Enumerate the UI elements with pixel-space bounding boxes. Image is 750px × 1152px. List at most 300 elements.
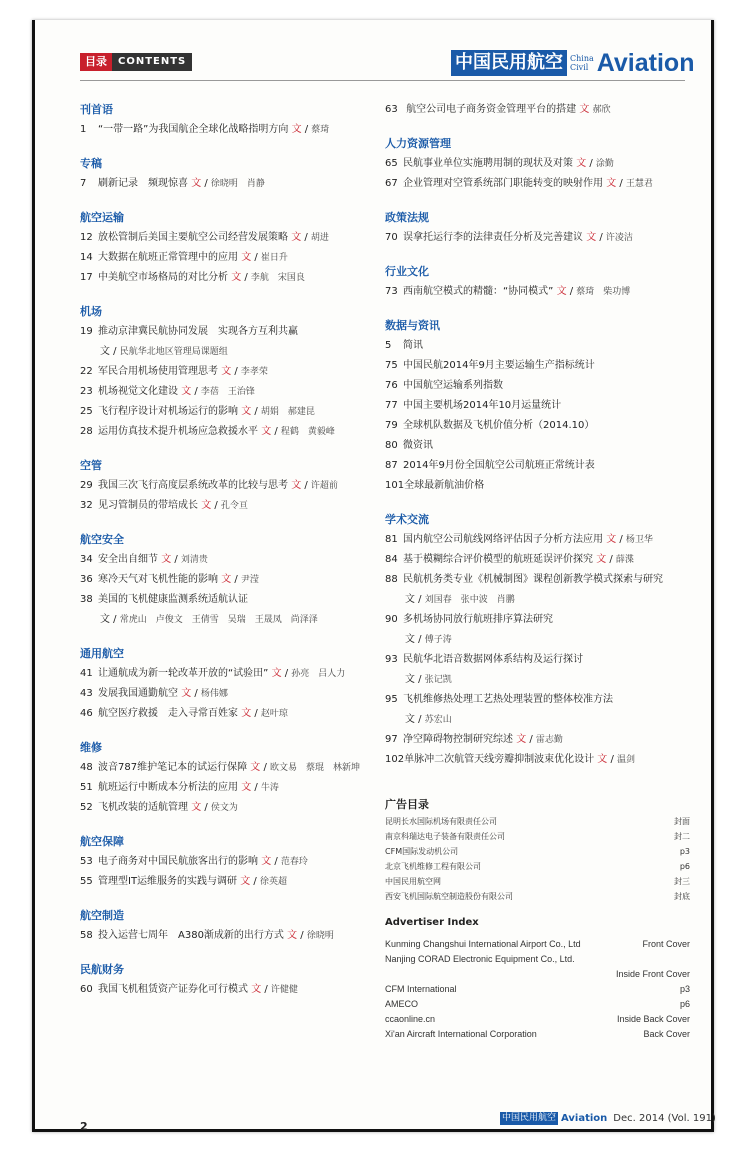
author-marker: 文 bbox=[606, 178, 617, 189]
toc-author: 张记凯 bbox=[424, 675, 452, 685]
advertiser-name: Kunming Changshui International Airport Co., Ltd bbox=[385, 939, 581, 949]
toc-entry[interactable]: 70 误拿托运行李的法律责任分析及完善建议 文 / 许凌洁 bbox=[385, 228, 690, 248]
toc-page-number: 17 bbox=[80, 272, 93, 283]
toc-title: 推动京津冀民航协同发展 实现各方互利共赢 bbox=[98, 326, 298, 337]
toc-entry[interactable]: 14 大数据在航班正常管理中的应用 文 / 崔日升 bbox=[80, 248, 380, 268]
section-title: 机场 bbox=[80, 305, 102, 318]
toc-page-number: 7 bbox=[80, 178, 87, 189]
toc-entry[interactable]: 53 电子商务对中国民航旅客出行的影响 文 / 范春玲 bbox=[80, 852, 380, 872]
section-title: 行业文化 bbox=[385, 265, 429, 278]
toc-author: 牛涛 bbox=[260, 783, 279, 793]
toc-title: 全球最新航油价格 bbox=[404, 480, 485, 491]
ad-index-row bbox=[385, 814, 690, 829]
section-title: 维修 bbox=[80, 741, 102, 754]
toc-author: 李航 宋国良 bbox=[250, 273, 305, 283]
advertiser-name: ccaonline.cn bbox=[385, 1014, 436, 1024]
toc-page-number: 29 bbox=[80, 480, 93, 491]
logo-civil: Civil bbox=[570, 63, 589, 72]
advertiser-name: AMECO bbox=[385, 999, 419, 1009]
footer-logo-cn: 中国民用航空 bbox=[502, 1113, 557, 1123]
toc-page-number: 32 bbox=[80, 500, 93, 511]
toc-title: “一带一路”为我国航企全球化战略指明方向 bbox=[98, 124, 289, 135]
toc-title: 企业管理对空管系统部门职能转变的映射作用 bbox=[403, 178, 603, 189]
toc-section bbox=[385, 510, 690, 784]
toc-entry[interactable] bbox=[385, 650, 690, 670]
toc-author: 涂勤 bbox=[595, 159, 614, 169]
ad-position: Inside Front Cover bbox=[615, 969, 690, 979]
author-marker: 文 bbox=[181, 386, 192, 397]
toc-author-line: 文 / 常虎山 卢俊文 王倩雪 吴瑞 王晟凤 尚泽泽 bbox=[100, 614, 318, 625]
advertiser-index-row bbox=[385, 937, 690, 952]
toc-page-number: 34 bbox=[80, 554, 93, 565]
toc-title: 净空障碍物控制研究综述 bbox=[403, 734, 513, 745]
author-marker: 文 bbox=[181, 688, 192, 699]
author-marker: 文 bbox=[191, 802, 202, 813]
logo-cn: 中国民用航空 bbox=[451, 50, 567, 76]
toc-title: 简讯 bbox=[403, 340, 423, 351]
toc-author: 孙亮 吕人力 bbox=[291, 669, 346, 679]
section-gap bbox=[385, 496, 690, 510]
footer-issue: Dec. 2014 (Vol. 191) bbox=[613, 1113, 716, 1124]
section-gap bbox=[80, 516, 380, 530]
toc-left-column bbox=[80, 100, 380, 1014]
author-marker: 文 bbox=[161, 554, 172, 565]
toc-author: 许凌洁 bbox=[605, 233, 633, 243]
author-marker: 文 bbox=[261, 856, 272, 867]
toc-author: 尹滢 bbox=[240, 575, 259, 585]
toc-title: 民航事业单位实施聘用制的现状及对策 bbox=[403, 158, 573, 169]
toc-entry[interactable]: 67 企业管理对空管系统部门职能转变的映射作用 文 / 王慧君 bbox=[385, 174, 690, 194]
ad-index-row bbox=[385, 874, 690, 889]
toc-author: 杨卫华 bbox=[625, 535, 653, 545]
toc-author: 常虎山 卢俊文 王倩雪 吴瑞 王晟凤 尚泽泽 bbox=[119, 615, 318, 625]
toc-entry[interactable]: 7 刷新记录 频现惊喜 文 / 徐晓明 肖静 bbox=[80, 174, 380, 194]
toc-section bbox=[80, 154, 380, 208]
toc-title: 微资讯 bbox=[403, 440, 433, 451]
toc-author: 徐英超 bbox=[259, 877, 287, 887]
toc-section bbox=[80, 208, 380, 302]
toc-entry[interactable]: 41 让通航成为新一轮改革开放的“试验田” 文 / 孙亮 吕人力 bbox=[80, 664, 380, 684]
toc-page-number: 97 bbox=[385, 734, 398, 745]
toc-author: 侯文为 bbox=[210, 803, 238, 813]
advertiser-index-title: Advertiser Index bbox=[385, 917, 479, 928]
toc-entry[interactable]: 58 投入运营七周年 A380渐成新的出行方式 文 / 徐晓明 bbox=[80, 926, 380, 946]
toc-page-number: 53 bbox=[80, 856, 93, 867]
section-title: 航空运输 bbox=[80, 211, 124, 224]
toc-entry[interactable] bbox=[385, 100, 690, 120]
ad-position: p6 bbox=[679, 999, 690, 1009]
toc-section bbox=[80, 100, 380, 154]
toc-title: 中国航空运输系列指数 bbox=[403, 380, 503, 391]
toc-page-number: 76 bbox=[385, 380, 398, 391]
section-gap bbox=[80, 946, 380, 960]
advertiser-name: 中国民用航空网 bbox=[385, 877, 441, 886]
toc-entry[interactable]: 1 “一带一路”为我国航企全球化战略指明方向 文 / 蔡琦 bbox=[80, 120, 380, 140]
toc-entry[interactable] bbox=[385, 336, 690, 356]
advertiser-index-row bbox=[385, 1012, 690, 1027]
section-title: 数据与资讯 bbox=[385, 319, 440, 332]
toc-entry[interactable] bbox=[385, 456, 690, 476]
logo-small-text bbox=[570, 54, 594, 72]
toc-page-number: 43 bbox=[80, 688, 93, 699]
toc-page-number: 36 bbox=[80, 574, 93, 585]
section-gap bbox=[80, 194, 380, 208]
toc-section bbox=[385, 208, 690, 262]
toc-entry[interactable]: 17 中美航空市场格局的对比分析 文 / 李航 宋国良 bbox=[80, 268, 380, 288]
toc-entry[interactable]: 52 飞机改装的适航管理 文 / 侯文为 bbox=[80, 798, 380, 818]
ad-position: 封底 bbox=[674, 892, 690, 901]
toc-author: 刘清贵 bbox=[180, 555, 208, 565]
logo-china: China bbox=[570, 54, 594, 63]
author-marker: 文 bbox=[597, 754, 608, 765]
advertiser-name: 昆明长水国际机场有限责任公司 bbox=[385, 817, 497, 826]
toc-title: 单脉冲二次航管天线旁瓣抑制波束优化设计 bbox=[404, 754, 595, 765]
toc-author: 许超前 bbox=[310, 481, 338, 491]
toc-entry[interactable] bbox=[80, 322, 380, 342]
toc-title: 民航机务类专业《机械制图》课程创新教学模式探索与研究 bbox=[403, 574, 663, 585]
toc-title: 放松管制后美国主要航空公司经营发展策略 bbox=[98, 232, 288, 243]
ad-position: Back Cover bbox=[643, 1029, 690, 1039]
toc-entry[interactable] bbox=[385, 570, 690, 590]
author-marker: 文 bbox=[586, 232, 597, 243]
toc-entry[interactable]: 48 波音787维护笔记本的试运行保障 文 / 欧文易 蔡琨 林新坤 bbox=[80, 758, 380, 778]
toc-title: 西南航空模式的精髓：“协同模式” bbox=[403, 286, 554, 297]
toc-title: 寒冷天气对飞机性能的影响 bbox=[98, 574, 218, 585]
author-marker: 文 bbox=[250, 762, 261, 773]
toc-author: 范春玲 bbox=[280, 857, 308, 867]
toc-title: 管理型IT运维服务的实践与调研 bbox=[98, 876, 238, 887]
toc-title: 飞机维修热处理工艺热处理装置的整体校准方法 bbox=[403, 694, 613, 705]
toc-title: 波音787维护笔记本的试运行保障 bbox=[98, 762, 248, 773]
toc-section bbox=[385, 134, 690, 208]
toc-author-line: 文 / 张记凯 bbox=[405, 674, 452, 685]
toc-entry[interactable]: 73 西南航空模式的精髓：“协同模式” 文 / 蔡琦 柴功博 bbox=[385, 282, 690, 302]
toc-section bbox=[80, 644, 380, 738]
toc-title: 国内航空公司航线网络评估因子分析方法应用 bbox=[403, 534, 603, 545]
ad-index-title: 广告目录 bbox=[385, 798, 429, 811]
toc-title: 运用仿真技术提升机场应急救援水平 bbox=[98, 426, 258, 437]
contents-tag bbox=[80, 53, 192, 71]
author-marker: 文 bbox=[221, 574, 232, 585]
toc-page-number: 1 bbox=[80, 124, 87, 135]
toc-page-number: 93 bbox=[385, 654, 398, 665]
toc-author: 王慧君 bbox=[625, 179, 653, 189]
ad-index-list bbox=[385, 814, 690, 904]
toc-title: 飞机改装的适航管理 bbox=[98, 802, 188, 813]
toc-entry[interactable]: 25 飞行程序设计对机场运行的影响 文 / 胡娟 郝建昆 bbox=[80, 402, 380, 422]
toc-entry[interactable]: 43 发展我国通勤航空 文 / 杨伟娜 bbox=[80, 684, 380, 704]
toc-entry[interactable] bbox=[385, 610, 690, 630]
toc-title: 投入运营七周年 A380渐成新的出行方式 bbox=[98, 930, 284, 941]
toc-page-number: 95 bbox=[385, 694, 398, 705]
toc-author-line: 文 / 刘国春 张中波 肖鹏 bbox=[405, 594, 515, 605]
toc-entry[interactable]: 46 航空医疗救援 走入寻常百姓家 文 / 赵叶琼 bbox=[80, 704, 380, 724]
section-gap bbox=[80, 818, 380, 832]
toc-title: 电子商务对中国民航旅客出行的影响 bbox=[98, 856, 258, 867]
toc-section bbox=[80, 738, 380, 832]
toc-title: 飞行程序设计对机场运行的影响 bbox=[98, 406, 238, 417]
advertiser-index-list bbox=[385, 937, 690, 1042]
section-gap bbox=[385, 248, 690, 262]
section-title: 学术交流 bbox=[385, 513, 429, 526]
toc-author-line: 文 / 民航华北地区管理局课题组 bbox=[100, 346, 228, 357]
ad-position: 封面 bbox=[674, 817, 690, 826]
toc-page-number: 58 bbox=[80, 930, 93, 941]
toc-author: 民航华北地区管理局课题组 bbox=[119, 347, 228, 357]
toc-author: 李蓓 王治锋 bbox=[200, 387, 255, 397]
author-marker: 文 bbox=[240, 876, 251, 887]
toc-author: 胡进 bbox=[310, 233, 329, 243]
toc-entry[interactable]: 36 寒冷天气对飞机性能的影响 文 / 尹滢 bbox=[80, 570, 380, 590]
author-marker: 文 bbox=[405, 674, 415, 685]
page-edge-right bbox=[711, 20, 714, 1132]
toc-section bbox=[80, 530, 380, 644]
author-marker: 文 bbox=[261, 426, 272, 437]
toc-title: 中美航空市场格局的对比分析 bbox=[98, 272, 228, 283]
toc-author: 苏宏山 bbox=[424, 715, 452, 725]
toc-entry[interactable]: 60 我国飞机租赁资产证券化可行模式 文 / 许健健 bbox=[80, 980, 380, 1000]
toc-title: 刷新记录 频现惊喜 bbox=[98, 178, 188, 189]
toc-author: 杨伟娜 bbox=[200, 689, 228, 699]
toc-title: 机场视觉文化建设 bbox=[98, 386, 178, 397]
toc-entry[interactable] bbox=[385, 690, 690, 710]
toc-title: 全球机队数据及飞机价值分析（2014.10） bbox=[403, 420, 595, 431]
toc-title: 让通航成为新一轮改革开放的“试验田” bbox=[98, 668, 269, 679]
toc-page-number: 73 bbox=[385, 286, 398, 297]
toc-page-number: 19 bbox=[80, 326, 93, 337]
toc-page-number: 51 bbox=[80, 782, 93, 793]
toc-title: 美国的飞机健康监测系统适航认证 bbox=[98, 594, 248, 605]
toc-author: 刘国春 张中波 肖鹏 bbox=[424, 595, 515, 605]
author-marker: 文 bbox=[191, 178, 202, 189]
toc-entry[interactable] bbox=[385, 356, 690, 376]
toc-author: 温剑 bbox=[617, 755, 636, 765]
advertiser-name: 北京飞机维修工程有限公司 bbox=[385, 862, 481, 871]
toc-entry[interactable] bbox=[385, 436, 690, 456]
toc-title: 我国飞机租赁资产证券化可行模式 bbox=[98, 984, 248, 995]
toc-entry[interactable]: 55 管理型IT运维服务的实践与调研 文 / 徐英超 bbox=[80, 872, 380, 892]
toc-title: 基于模糊综合评价模型的航班延误评价探究 bbox=[403, 554, 593, 565]
toc-title: 中国民航2014年9月主要运输生产指标统计 bbox=[403, 360, 595, 371]
contents-label-cn: 目录 bbox=[80, 53, 112, 71]
advertiser-index-row bbox=[385, 1027, 690, 1042]
toc-entry[interactable] bbox=[385, 376, 690, 396]
toc-author: 薛渫 bbox=[615, 555, 634, 565]
author-marker: 文 bbox=[405, 634, 415, 645]
toc-entry[interactable]: 65 民航事业单位实施聘用制的现状及对策 文 / 涂勤 bbox=[385, 154, 690, 174]
toc-page-number: 90 bbox=[385, 614, 398, 625]
toc-page-number: 38 bbox=[80, 594, 93, 605]
toc-page-number: 5 bbox=[385, 340, 392, 351]
toc-page-number: 81 bbox=[385, 534, 398, 545]
toc-author: 胡娟 郝建昆 bbox=[260, 407, 315, 417]
section-gap bbox=[80, 288, 380, 302]
toc-entry[interactable]: 23 机场视觉文化建设 文 / 李蓓 王治锋 bbox=[80, 382, 380, 402]
ad-index-row bbox=[385, 859, 690, 874]
advertiser-index-row bbox=[385, 952, 690, 967]
advertiser-name: CFM International bbox=[385, 984, 457, 994]
toc-author: 蔡琦 bbox=[311, 125, 330, 135]
right-sections bbox=[385, 134, 690, 784]
author-marker: 文 bbox=[405, 594, 415, 605]
toc-page-number: 22 bbox=[80, 366, 93, 377]
header-divider bbox=[80, 80, 685, 81]
toc-entry[interactable]: 97 净空障碍物控制研究综述 文 / 雷志勤 bbox=[385, 730, 690, 750]
author-marker: 文 bbox=[287, 930, 298, 941]
advertiser-name: Nanjing CORAD Electronic Equipment Co., Ltd. bbox=[385, 954, 575, 964]
page-edge-bottom bbox=[32, 1129, 714, 1132]
toc-page-number: 77 bbox=[385, 400, 398, 411]
toc-title: 航空医疗救援 走入寻常百姓家 bbox=[98, 708, 238, 719]
ad-position: 封三 bbox=[674, 877, 690, 886]
toc-page-number: 101 bbox=[385, 480, 405, 491]
author-marker: 文 bbox=[241, 782, 252, 793]
toc-page-number: 41 bbox=[80, 668, 93, 679]
ad-position: p3 bbox=[679, 984, 690, 994]
toc-page-number: 14 bbox=[80, 252, 93, 263]
toc-author: 徐晓明 肖静 bbox=[210, 179, 265, 189]
toc-section bbox=[80, 456, 380, 530]
toc-page-number: 70 bbox=[385, 232, 398, 243]
toc-title: 航空公司电子商务资金管理平台的搭建 bbox=[406, 104, 577, 115]
advertiser-name: 南京科瑞达电子装备有限责任公司 bbox=[385, 832, 505, 841]
ad-index-row bbox=[385, 829, 690, 844]
section-gap bbox=[385, 302, 690, 316]
author-marker: 文 bbox=[291, 480, 302, 491]
toc-entry[interactable] bbox=[385, 476, 690, 496]
toc-author: 郝欣 bbox=[592, 105, 611, 115]
toc-title: 发展我国通勤航空 bbox=[98, 688, 178, 699]
toc-title: 大数据在航班正常管理中的应用 bbox=[98, 252, 238, 263]
ad-index-row bbox=[385, 889, 690, 904]
toc-page-number: 12 bbox=[80, 232, 93, 243]
author-marker: 文 bbox=[576, 158, 587, 169]
section-title: 空管 bbox=[80, 459, 102, 472]
ad-index-row bbox=[385, 844, 690, 859]
page-number: 2 bbox=[80, 1120, 88, 1133]
author-marker: 文 bbox=[231, 272, 242, 283]
advertiser-index-row bbox=[385, 997, 690, 1012]
toc-page-number: 48 bbox=[80, 762, 93, 773]
advertiser-name: Xi'an Aircraft International Corporation bbox=[385, 1029, 537, 1039]
toc-page-number: 23 bbox=[80, 386, 93, 397]
toc-title: 中国主要机场2014年10月运量统计 bbox=[403, 400, 562, 411]
toc-author: 蔡琦 柴功博 bbox=[576, 287, 631, 297]
toc-entry[interactable] bbox=[385, 396, 690, 416]
author-marker: 文 bbox=[201, 500, 212, 511]
toc-entry[interactable] bbox=[385, 416, 690, 436]
author-marker: 文 bbox=[100, 346, 110, 357]
toc-author: 许健健 bbox=[270, 985, 298, 995]
toc-title: 见习管制员的带培成长 bbox=[98, 500, 198, 511]
toc-page-number: 102 bbox=[385, 754, 405, 765]
toc-section bbox=[385, 262, 690, 316]
author-marker: 文 bbox=[241, 252, 252, 263]
author-marker: 文 bbox=[596, 554, 607, 565]
section-gap bbox=[80, 892, 380, 906]
toc-page-number: 46 bbox=[80, 708, 93, 719]
toc-page-number: 60 bbox=[80, 984, 93, 995]
toc-entry[interactable]: 51 航班运行中断成本分析法的应用 文 / 牛涛 bbox=[80, 778, 380, 798]
author-marker: 文 bbox=[221, 366, 232, 377]
toc-title: 民航华北语音数据网体系结构及运行探讨 bbox=[403, 654, 583, 665]
toc-entry[interactable]: 28 运用仿真技术提升机场应急救援水平 文 / 程鹤 黄毅峰 bbox=[80, 422, 380, 442]
author-marker: 文 bbox=[241, 708, 252, 719]
advertiser-name: CFM国际发动机公司 bbox=[385, 847, 459, 856]
section-gap bbox=[385, 194, 690, 208]
section-title: 专稿 bbox=[80, 157, 102, 170]
toc-entry[interactable]: 12 放松管制后美国主要航空公司经营发展策略 文 / 胡进 bbox=[80, 228, 380, 248]
logo-en: Aviation bbox=[596, 49, 695, 77]
toc-page-number: 80 bbox=[385, 440, 398, 451]
toc-entry[interactable]: 84 基于模糊综合评价模型的航班延误评价探究 文 / 薛渫 bbox=[385, 550, 690, 570]
toc-page-number: 25 bbox=[80, 406, 93, 417]
toc-title: 误拿托运行李的法律责任分析及完善建议 bbox=[403, 232, 583, 243]
toc-title: 2014年9月份全国航空公司航班正常统计表 bbox=[403, 460, 595, 471]
ad-position: p3 bbox=[679, 847, 690, 856]
author-marker: 文 bbox=[241, 406, 252, 417]
author-marker: 文 bbox=[556, 286, 567, 297]
toc-title: 我国三次飞行高度层系统改革的比较与思考 bbox=[98, 480, 288, 491]
toc-author-line: 文 / 苏宏山 bbox=[405, 714, 452, 725]
author-marker: 文 bbox=[579, 104, 590, 115]
toc-entry[interactable] bbox=[80, 590, 380, 610]
advertiser-index-row bbox=[385, 982, 690, 997]
section-title: 人力资源管理 bbox=[385, 137, 451, 150]
author-marker: 文 bbox=[271, 668, 282, 679]
toc-author: 赵叶琼 bbox=[260, 709, 288, 719]
toc-entry[interactable]: 22 军民合用机场使用管理思考 文 / 李孝荣 bbox=[80, 362, 380, 382]
footer-logo-en: Aviation bbox=[561, 1113, 608, 1124]
section-gap bbox=[80, 1000, 380, 1014]
toc-author: 雷志勤 bbox=[535, 735, 563, 745]
toc-title: 多机场协同放行航班排序算法研究 bbox=[403, 614, 553, 625]
toc-author: 程鹤 黄毅峰 bbox=[280, 427, 335, 437]
contents-label-en: CONTENTS bbox=[112, 53, 192, 71]
ad-position: p6 bbox=[679, 862, 690, 871]
author-marker: 文 bbox=[516, 734, 527, 745]
toc-page-number: 84 bbox=[385, 554, 398, 565]
section-title: 通用航空 bbox=[80, 647, 124, 660]
toc-author: 傅子涛 bbox=[424, 635, 452, 645]
toc-page-number: 65 bbox=[385, 158, 398, 169]
author-marker: 文 bbox=[100, 614, 110, 625]
toc-entry[interactable]: 29 我国三次飞行高度层系统改革的比较与思考 文 / 许超前 bbox=[80, 476, 380, 496]
toc-section bbox=[80, 906, 380, 960]
section-gap bbox=[80, 724, 380, 738]
author-marker: 文 bbox=[291, 232, 302, 243]
toc-title: 航班运行中断成本分析法的应用 bbox=[98, 782, 238, 793]
toc-page-number: 79 bbox=[385, 420, 398, 431]
toc-author: 崔日升 bbox=[260, 253, 288, 263]
ad-position: 封二 bbox=[674, 832, 690, 841]
toc-entry[interactable]: 102单脉冲二次航管天线旁瓣抑制波束优化设计 文 / 温剑 bbox=[385, 750, 690, 770]
section-gap bbox=[80, 442, 380, 456]
section-title: 民航财务 bbox=[80, 963, 124, 976]
toc-entry[interactable]: 34 安全出自细节 文 / 刘清贵 bbox=[80, 550, 380, 570]
toc-entry[interactable]: 81 国内航空公司航线网络评估因子分析方法应用 文 / 杨卫华 bbox=[385, 530, 690, 550]
toc-page-number: 63 bbox=[385, 104, 398, 115]
toc-entry[interactable]: 32 见习管制员的带培成长 文 / 孔令亘 bbox=[80, 496, 380, 516]
toc-title: 军民合用机场使用管理思考 bbox=[98, 366, 218, 377]
section-gap bbox=[80, 140, 380, 154]
section-gap bbox=[385, 770, 690, 784]
section-title: 刊首语 bbox=[80, 103, 113, 116]
toc-section bbox=[80, 960, 380, 1014]
advertiser-name: 西安飞机国际航空制造股份有限公司 bbox=[385, 892, 513, 901]
section-title: 政策法规 bbox=[385, 211, 429, 224]
toc-page-number: 55 bbox=[80, 876, 93, 887]
